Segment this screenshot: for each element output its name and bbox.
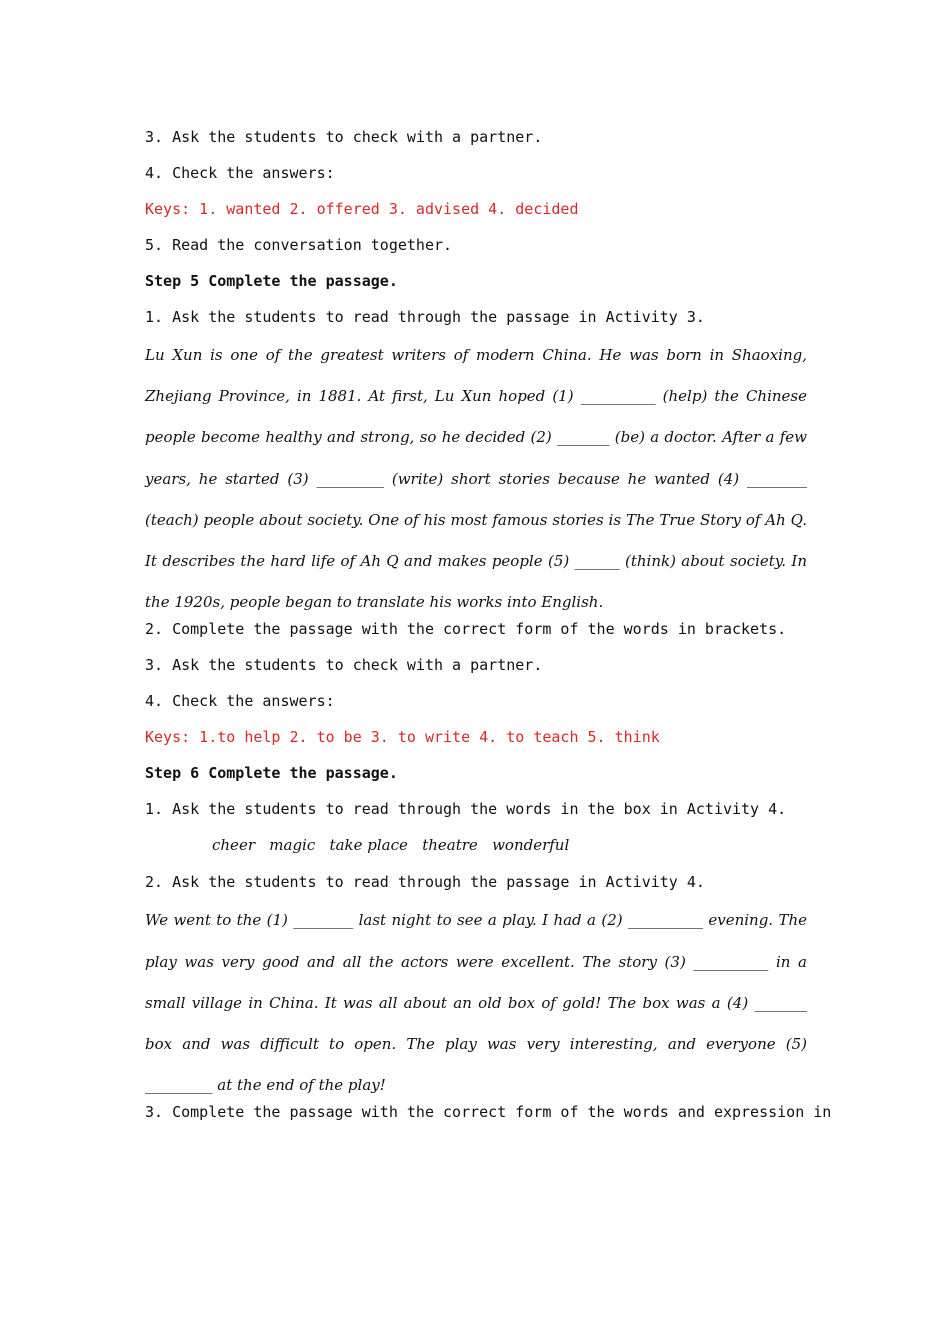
word-box: cheer magic take place theatre wonderful	[212, 836, 570, 855]
step-5-instruction-2: 2. Complete the passage with the correct form of the words in brackets.	[145, 620, 787, 639]
answer-keys-2: Keys: 1.to help 2. to be 3. to write 4. to teach 5. think	[145, 728, 660, 747]
step-5-instruction-3: 3. Ask the students to check with a partner.	[145, 656, 543, 675]
step-6-instruction-1: 1. Ask the students to read through the words in the box in Activity 4.	[145, 800, 787, 819]
step-6-heading: Step 6 Complete the passage.	[145, 764, 398, 783]
instruction-read-conversation: 5. Read the conversation together.	[145, 236, 453, 254]
step-6-instruction-2: 2. Ask the students to read through the passage in Activity 4.	[145, 873, 705, 892]
instruction-check-answers: 4. Check the answers:	[145, 164, 335, 182]
step-6-instruction-3: 3. Complete the passage with the correct form of the words and expression in	[145, 1103, 832, 1122]
answer-keys-1: Keys: 1. wanted 2. offered 3. advised 4. decided	[145, 200, 579, 218]
step-5-heading: Step 5 Complete the passage.	[145, 272, 398, 290]
document-page	[145, 126, 832, 1137]
step-5-instruction-1: 1. Ask the students to read through the passage in Activity 3.	[145, 308, 705, 326]
instruction-check-partner: 3. Ask the students to check with a partner.	[145, 128, 543, 146]
step-6-passage: We went to the (1) ________ last night to see a play. I had a (2) __________ evening. The play was very good and all the actors were excellent. The story (3) __________ in a small village in China. It was all about an old box of gold! The box was a (4) _______ box and was difficult to open. The play was very interesting, and everyone (5) _________ at the end of the play!	[145, 911, 807, 1095]
step-5-instruction-4: 4. Check the answers:	[145, 692, 335, 711]
step-5-passage: Lu Xun is one of the greatest writers of modern China. He was born in Shaoxing, Zhejiang Province, in 1881. At first, Lu Xun hoped (1) __________ (help) the Chinese people become healthy and strong, so he decided (2) _______ (be) a doctor. After a few years, he started (3) _________ (write) short stories because he wanted (4) ________ (teach) people about society. One of his most famous stories is The True Story of Ah Q. It describes the hard life of Ah Q and makes people (5) ______ (think) about society. In the 1920s, people began to translate his works into English.	[145, 346, 807, 612]
